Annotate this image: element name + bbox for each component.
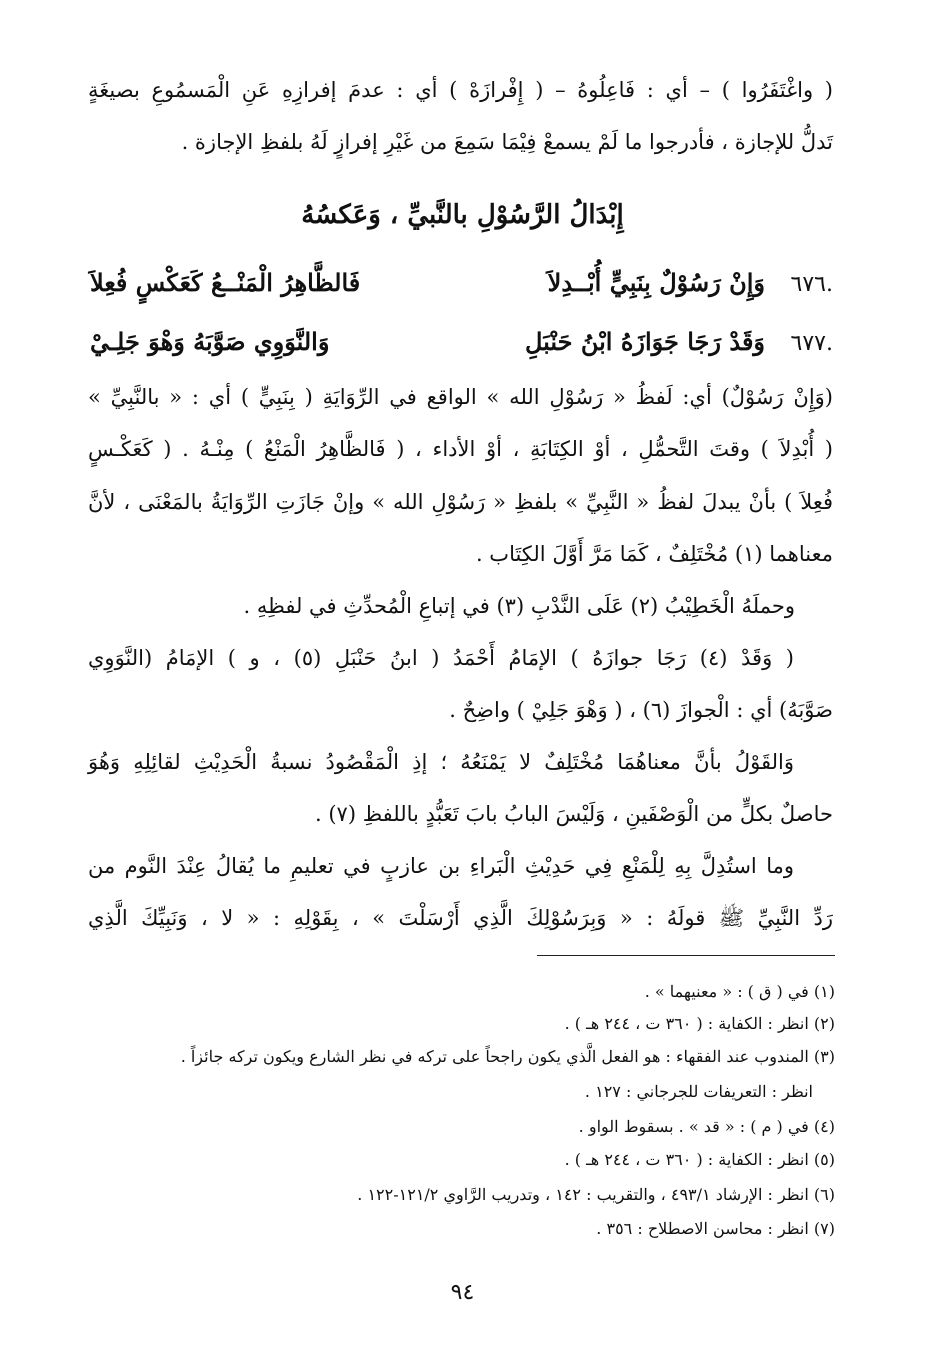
body-line: ( أُبْدِلاَ ) وقتَ التَّحمُّلِ ، أوْ الكِتَابَةِ ، أوْ الأداء ، ( فَالظَّاهِرُ الْمَنْعُ ) مِنْـهُ . ( كَعَكْـسٍ [88, 437, 833, 461]
body-line: وحملَهُ الْخَطِيْبُ (٢) عَلَى النَّدْبِ (٣) في إتباعِ الْمُحدِّثِ في لفظِهِ . [243, 594, 795, 618]
intro-line-1: ( واغْتَفَرُوا ) – أي : فَاعِلُوهُ – ( إِفْرازَهْ ) أي : عدمَ إفرازِهِ عَنِ الْمَسمُوعِ بصيغَةٍ [88, 78, 833, 102]
verse-number: ٦٧٧. [790, 331, 833, 356]
body-line: وَالقَوْلُ بأنَّ معناهُمَا مُخْتَلِفٌ لا يَمْنَعُهُ ؛ إذِ الْمَقْصُودُ نسبةُ الْحَدِيْثِ لقائِلِهِ وَهُوَ [88, 750, 794, 774]
intro-line-2: تَدلُّ للإجازة ، فأدرجوا ما لَمْ يسمعْ فِيْمَا سَمِعَ من غَيْرِ إفرازٍ لَهُ بلفظِ الإجازة . [181, 130, 833, 154]
verse-first-hemistich: وَقَدْ رَجَا جَوَازَهُ ابْنُ حَنْبَلِ [525, 327, 765, 356]
footnote: (٥) انظر : الكفاية : ( ٣٦٠ ت ، ٢٤٤ هـ ) . [564, 1150, 835, 1169]
footnote: (٢) انظر : الكفاية : ( ٣٦٠ ت ، ٢٤٤ هـ ) . [564, 1014, 835, 1033]
footnote: (٣) المندوب عند الفقهاء : هو الفعل الَّذي يكون راجحاً على تركه في نظر الشارع ويكون تركه جائزاً . [180, 1047, 835, 1066]
verse-second-hemistich: وَالنَّوَوِي صَوَّبَهُ وَهْوَ جَلِـيْ [90, 327, 330, 356]
footnote: (٦) انظر : الإرشاد ٤٩٣/١ ، والتقريب : ١٤٢ ، وتدريب الرَّاوي ١٢١/٢-١٢٢ . [357, 1185, 835, 1204]
body-line: معناهما (١) مُخْتَلِفٌ ، كَمَا مَرَّ أَوَّلَ الكِتَاب . [475, 542, 833, 566]
verse-second-hemistich: فَالظَّاهِرُ الْمَنْــعُ كَعَكْسٍ فُعِلاَ [90, 268, 361, 297]
verse-number: ٦٧٦. [790, 272, 833, 297]
body-line: فُعِلاَ ) بأنْ يبدلَ لفظُ « النَّبِيِّ » بلفظِ « رَسُوْلِ الله » وإنْ جَازَتِ الرِّوَايَةُ بالمَعْنَى ، لأنَّ [88, 490, 833, 514]
verse-first-hemistich: وَإِنْ رَسُوْلٌ بِنَبِيٍّ أُبْــدِلاَ [547, 268, 765, 297]
page-number: ٩٤ [450, 1280, 475, 1305]
footnote: (٤) في ( م ) : « قد » . بسقوط الواو . [578, 1117, 835, 1136]
body-line: صَوَّبَهُ) أي : الْجوازَ (٦) ، ( وَهْوَ جَلِيْ ) واضِحٌ . [449, 698, 833, 722]
body-line: ( وَقَدْ (٤) رَجَا جوازَهُ ) الإمَامُ أَحْمَدُ ( ابنُ حَنْبَلِ (٥) ، و ) الإمَامُ (النَّوَوِي [88, 646, 794, 670]
footnote: (١) في ( ق ) : « معنيهما » . [644, 982, 835, 1001]
footnote-continuation: انظر : التعريفات للجرجاني : ١٢٧ . [584, 1082, 813, 1101]
section-heading: إِبْدَالُ الرَّسُوْلِ بالنَّبيِّ ، وَعَكسُهُ [301, 200, 624, 230]
body-line: (وَإِنْ رَسُوْلٌ) أي: لَفظُ « رَسُوْلِ الله » الواقع في الرِّوَايَةِ ( بِنَبِيٍّ ) أي : « بالنَّبِيِّ » [88, 385, 833, 409]
footnote-separator [537, 955, 835, 956]
body-line: حاصلٌ بكلٍّ من الْوَصْفَينِ ، وَلَيْسَ البابُ بابَ تَعَبُّدٍ باللفظِ (٧) . [315, 802, 833, 826]
body-line: وما استُدِلَّ بِهِ لِلْمَنْعِ فِي حَدِيْثِ الْبَراءِ بن عازبٍ في تعليمِ ما يُقالُ عِنْدَ النَّوم من [88, 854, 794, 878]
body-line: رَدِّ النَّبِيِّ ﷺ قولَهُ : « وَبِرَسُوْلِكَ الَّذِي أَرْسَلْتَ » ، بِقَوْلِهِ : « لا ، وَنَبِيِّكَ الَّذِي [88, 906, 833, 930]
footnote: (٧) انظر : محاسن الاصطلاح : ٣٥٦ . [596, 1219, 835, 1238]
